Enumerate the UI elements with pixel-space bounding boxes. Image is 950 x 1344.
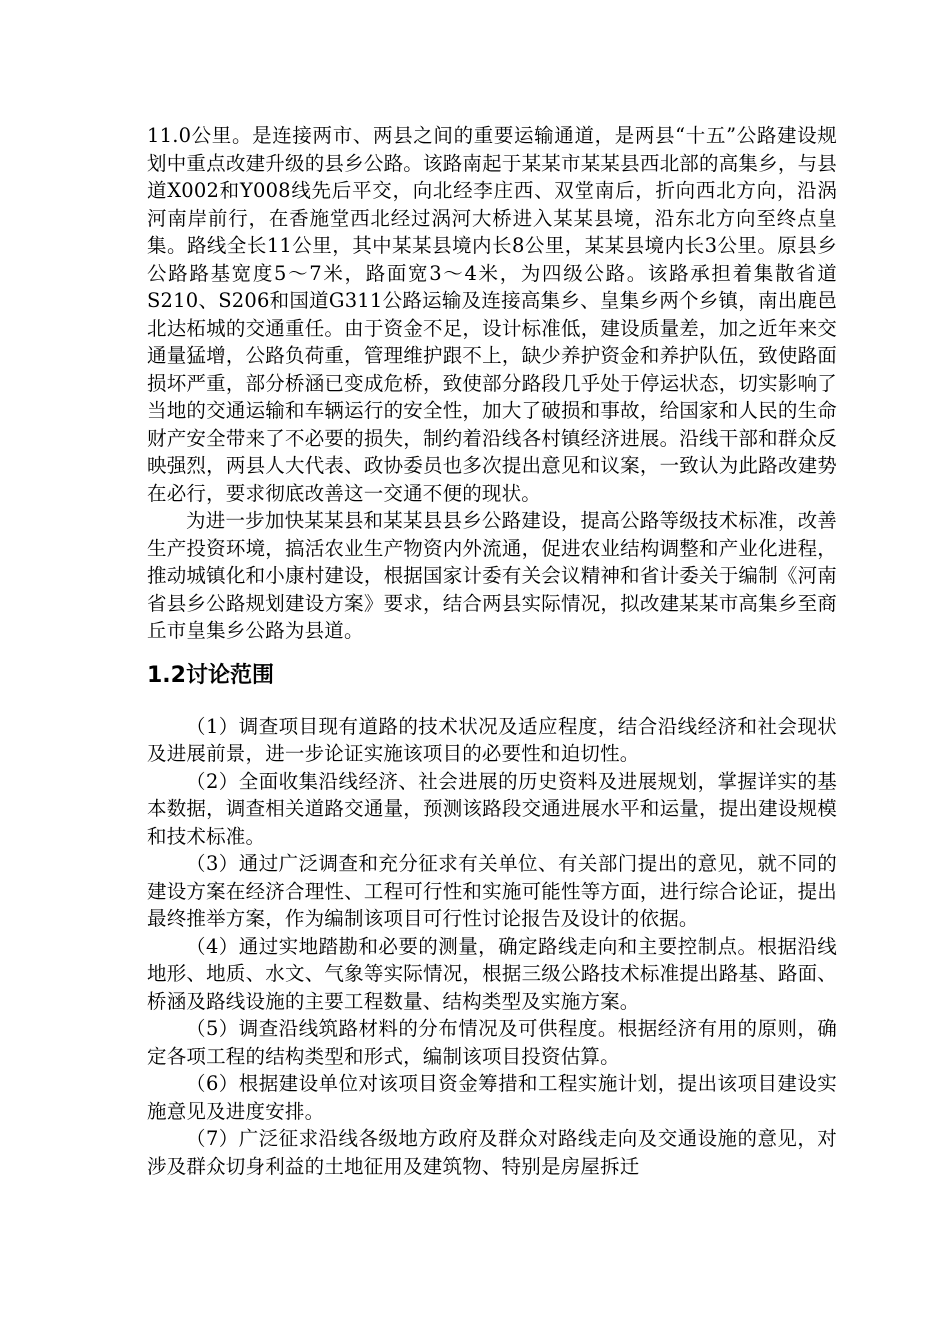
scope-item-6: （6）根据建设单位对该项目资金筹措和工程实施计划，提出该项目建设实施意见及进度安排。 bbox=[147, 1072, 837, 1123]
scope-item-7: （7）广泛征求沿线各级地方政府及群众对路线走向及交通设施的意见，对涉及群众切身利益的土地征用及建筑物、特别是房屋拆迁 bbox=[147, 1127, 837, 1178]
scope-item-5: （5）调查沿线筑路材料的分布情况及可供程度。根据经济有用的原则，确定各项工程的结构类型和形式，编制该项目投资估算。 bbox=[147, 1017, 837, 1068]
scope-item-2: （2）全面收集沿线经济、社会进展的历史资料及进展规划，掌握详实的基本数据，调查相关道路交通量，预测该路段交通进展水平和运量，提出建设规模和技术标准。 bbox=[147, 769, 837, 848]
scope-item-3: （3）通过广泛调查和充分征求有关单位、有关部门提出的意见，就不同的建设方案在经济合理性、工程可行性和实施可能性等方面，进行综合论证，提出最终推举方案，作为编制该项目可行性讨论报告及设计的依据。 bbox=[147, 852, 837, 930]
intro-paragraph-2: 为进一步加快某某县和某某县县乡公路建设，提高公路等级技术标准，改善生产投资环境，搞活农业生产物资内外流通，促进农业结构调整和产业化进程，推动城镇化和小康村建设，根据国家计委有关会议精神和省计委关于编制《河南省县乡公路规划建设方案》要求，结合两县实际情况，拟改建某某市高集乡至商丘市皇集乡公路为县道。 bbox=[147, 509, 837, 642]
intro-paragraph-1: 11.0公里。是连接两市、两县之间的重要运输通道，是两县“十五”公路建设规划中重点改建升级的县乡公路。该路南起于某某市某某县西北部的高集乡，与县道X002和Y008线先后平交，向北经李庄西、双堂南后，折向西北方向，沿涡河南岸前行，在香施堂西北经过涡河大桥进入某某县境，沿东北方向至终点皇集。路线全长11公里，其中某某县境内长8公里，某某县境内长3公里。原县乡公路路基宽度5～7米，路面宽3～4米，为四级公路。该路承担着集散省道S210、S206和国道G311公路运输及连接高集乡、皇集乡两个乡镇，南出鹿邑北达柘城的交通重任。由于资金不足，设计标准低，建设质量差，加之近年来交通量猛增，公路负荷重，管理维护跟不上，缺少养护资金和养护队伍，致使路面损坏严重，部分桥涵已变成危桥，致使部分路段几乎处于停运状态，切实影响了当地的交通运输和车辆运行的安全性，加大了破损和事故，给国家和人民的生命财产安全带来了不必要的损失，制约着沿线各村镇经济进展。沿线干部和群众反映强烈，两县人大代表、政协委员也多次提出意见和议案，一致认为此路改建势在必行，要求彻底改善这一交通不便的现状。 bbox=[147, 124, 837, 505]
section-heading: 1.2讨论范围 bbox=[147, 662, 274, 688]
scope-item-1: （1）调查项目现有道路的技术状况及适应程度，结合沿线经济和社会现状及进展前景，进一步论证实施该项目的必要性和迫切性。 bbox=[147, 714, 837, 765]
scope-item-4: （4）通过实地踏勘和必要的测量，确定路线走向和主要控制点。根据沿线地形、地质、水文、气象等实际情况，根据三级公路技术标准提出路基、路面、桥涵及路线设施的主要工程数量、结构类型及实施方案。 bbox=[147, 934, 837, 1013]
document-body bbox=[147, 122, 837, 1180]
